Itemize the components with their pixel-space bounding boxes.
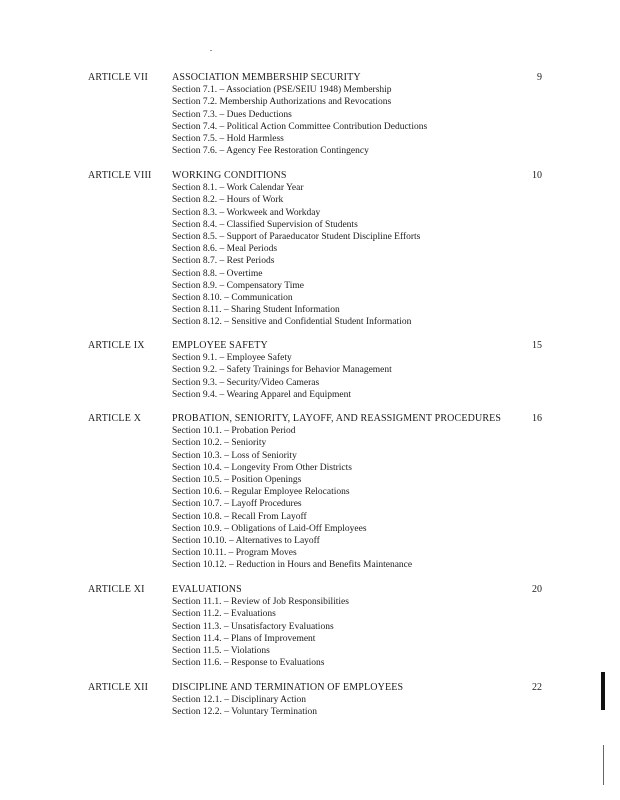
article-title: PROBATION, SENIORITY, LAYOFF, AND REASSIGMENT PROCEDURES bbox=[172, 413, 502, 424]
section-entry: Section 12.2. – Voluntary Termination bbox=[172, 707, 317, 718]
scan-speck bbox=[210, 50, 212, 51]
article-title: EVALUATIONS bbox=[172, 584, 242, 595]
section-entry: Section 10.11. – Program Moves bbox=[172, 548, 297, 559]
section-entry: Section 7.6. – Agency Fee Restoration Contingency bbox=[172, 146, 369, 157]
article-page-number: 9 bbox=[537, 72, 542, 83]
article-title: DISCIPLINE AND TERMINATION OF EMPLOYEES bbox=[172, 682, 404, 693]
section-entry: Section 8.1. – Work Calendar Year bbox=[172, 183, 304, 194]
article-label: ARTICLE XI bbox=[88, 584, 145, 595]
section-entry: Section 11.3. – Unsatisfactory Evaluations bbox=[172, 621, 334, 632]
article-body bbox=[172, 170, 522, 328]
section-entry: Section 8.12. – Sensitive and Confidential Student Information bbox=[172, 317, 412, 328]
article-page-number: 22 bbox=[532, 682, 542, 693]
section-entry: Section 8.5. – Support of Paraeducator Student Discipline Efforts bbox=[172, 231, 421, 242]
section-entry: Section 10.6. – Regular Employee Relocations bbox=[172, 487, 350, 498]
section-entry: Section 9.2. – Safety Trainings for Behavior Management bbox=[172, 365, 392, 376]
article-body bbox=[172, 584, 522, 669]
article-page-number: 16 bbox=[532, 413, 542, 424]
section-entry: Section 9.1. – Employee Safety bbox=[172, 353, 292, 364]
scan-edge-mark bbox=[601, 672, 605, 710]
article-label: ARTICLE XII bbox=[88, 682, 149, 693]
section-entry: Section 8.11. – Sharing Student Information bbox=[172, 305, 340, 316]
section-entry: Section 8.8. – Overtime bbox=[172, 268, 263, 279]
section-entry: Section 8.4. – Classified Supervision of Students bbox=[172, 219, 358, 230]
article-page-number: 15 bbox=[532, 340, 542, 351]
section-entry: Section 12.1. – Disciplinary Action bbox=[172, 695, 307, 706]
section-entry: Section 10.12. – Reduction in Hours and Benefits Maintenance bbox=[172, 560, 413, 571]
section-entry: Section 7.3. – Dues Deductions bbox=[172, 109, 292, 120]
section-entry: Section 10.5. – Position Openings bbox=[172, 474, 302, 485]
section-entry: Section 10.7. – Layoff Procedures bbox=[172, 499, 302, 510]
section-entry: Section 8.7. – Rest Periods bbox=[172, 256, 275, 267]
section-entry: Section 10.3. – Loss of Seniority bbox=[172, 450, 297, 461]
section-entry: Section 11.4. – Plans of Improvement bbox=[172, 633, 316, 644]
section-entry: Section 8.6. – Meal Periods bbox=[172, 244, 278, 255]
section-entry: Section 10.4. – Longevity From Other Districts bbox=[172, 462, 352, 473]
section-entry: Section 10.10. – Alternatives to Layoff bbox=[172, 535, 320, 546]
section-entry: Section 9.4. – Wearing Apparel and Equipment bbox=[172, 389, 351, 400]
article-label: ARTICLE X bbox=[88, 413, 142, 424]
section-entry: Section 8.9. – Compensatory Time bbox=[172, 280, 304, 291]
section-entry: Section 11.5. – Violations bbox=[172, 645, 270, 656]
article-label: ARTICLE VII bbox=[88, 72, 149, 83]
section-entry: Section 10.8. – Recall From Layoff bbox=[172, 511, 307, 522]
section-entry: Section 7.1. – Association (PSE/SEIU 1948) Membership bbox=[172, 85, 392, 96]
section-entry: Section 10.2. – Seniority bbox=[172, 438, 267, 449]
scan-edge-line bbox=[603, 745, 604, 785]
section-entry: Section 8.10. – Communication bbox=[172, 292, 293, 303]
article-body bbox=[172, 340, 522, 401]
section-entry: Section 8.3. – Workweek and Workday bbox=[172, 207, 321, 218]
section-entry: Section 7.2. Membership Authorizations and Revocations bbox=[172, 97, 392, 108]
section-entry: Section 10.9. – Obligations of Laid-Off Employees bbox=[172, 523, 367, 534]
article-label: ARTICLE IX bbox=[88, 340, 145, 351]
article-label: ARTICLE VIII bbox=[88, 170, 152, 181]
section-entry: Section 11.2. – Evaluations bbox=[172, 609, 276, 620]
article-body bbox=[172, 682, 522, 719]
article-title: WORKING CONDITIONS bbox=[172, 170, 287, 181]
article-page-number: 10 bbox=[532, 170, 542, 181]
article-title: EMPLOYEE SAFETY bbox=[172, 340, 268, 351]
section-entry: Section 9.3. – Security/Video Cameras bbox=[172, 377, 320, 388]
section-entry: Section 11.6. – Response to Evaluations bbox=[172, 658, 325, 669]
section-entry: Section 7.4. – Political Action Committee Contribution Deductions bbox=[172, 121, 428, 132]
article-body bbox=[172, 72, 522, 157]
article-title: ASSOCIATION MEMBERSHIP SECURITY bbox=[172, 72, 361, 83]
section-entry: Section 11.1. – Review of Job Responsibilities bbox=[172, 597, 349, 608]
article-body bbox=[172, 413, 522, 571]
section-entry: Section 8.2. – Hours of Work bbox=[172, 195, 284, 206]
section-entry: Section 7.5. – Hold Harmless bbox=[172, 133, 284, 144]
article-page-number: 20 bbox=[532, 584, 542, 595]
section-entry: Section 10.1. – Probation Period bbox=[172, 426, 296, 437]
